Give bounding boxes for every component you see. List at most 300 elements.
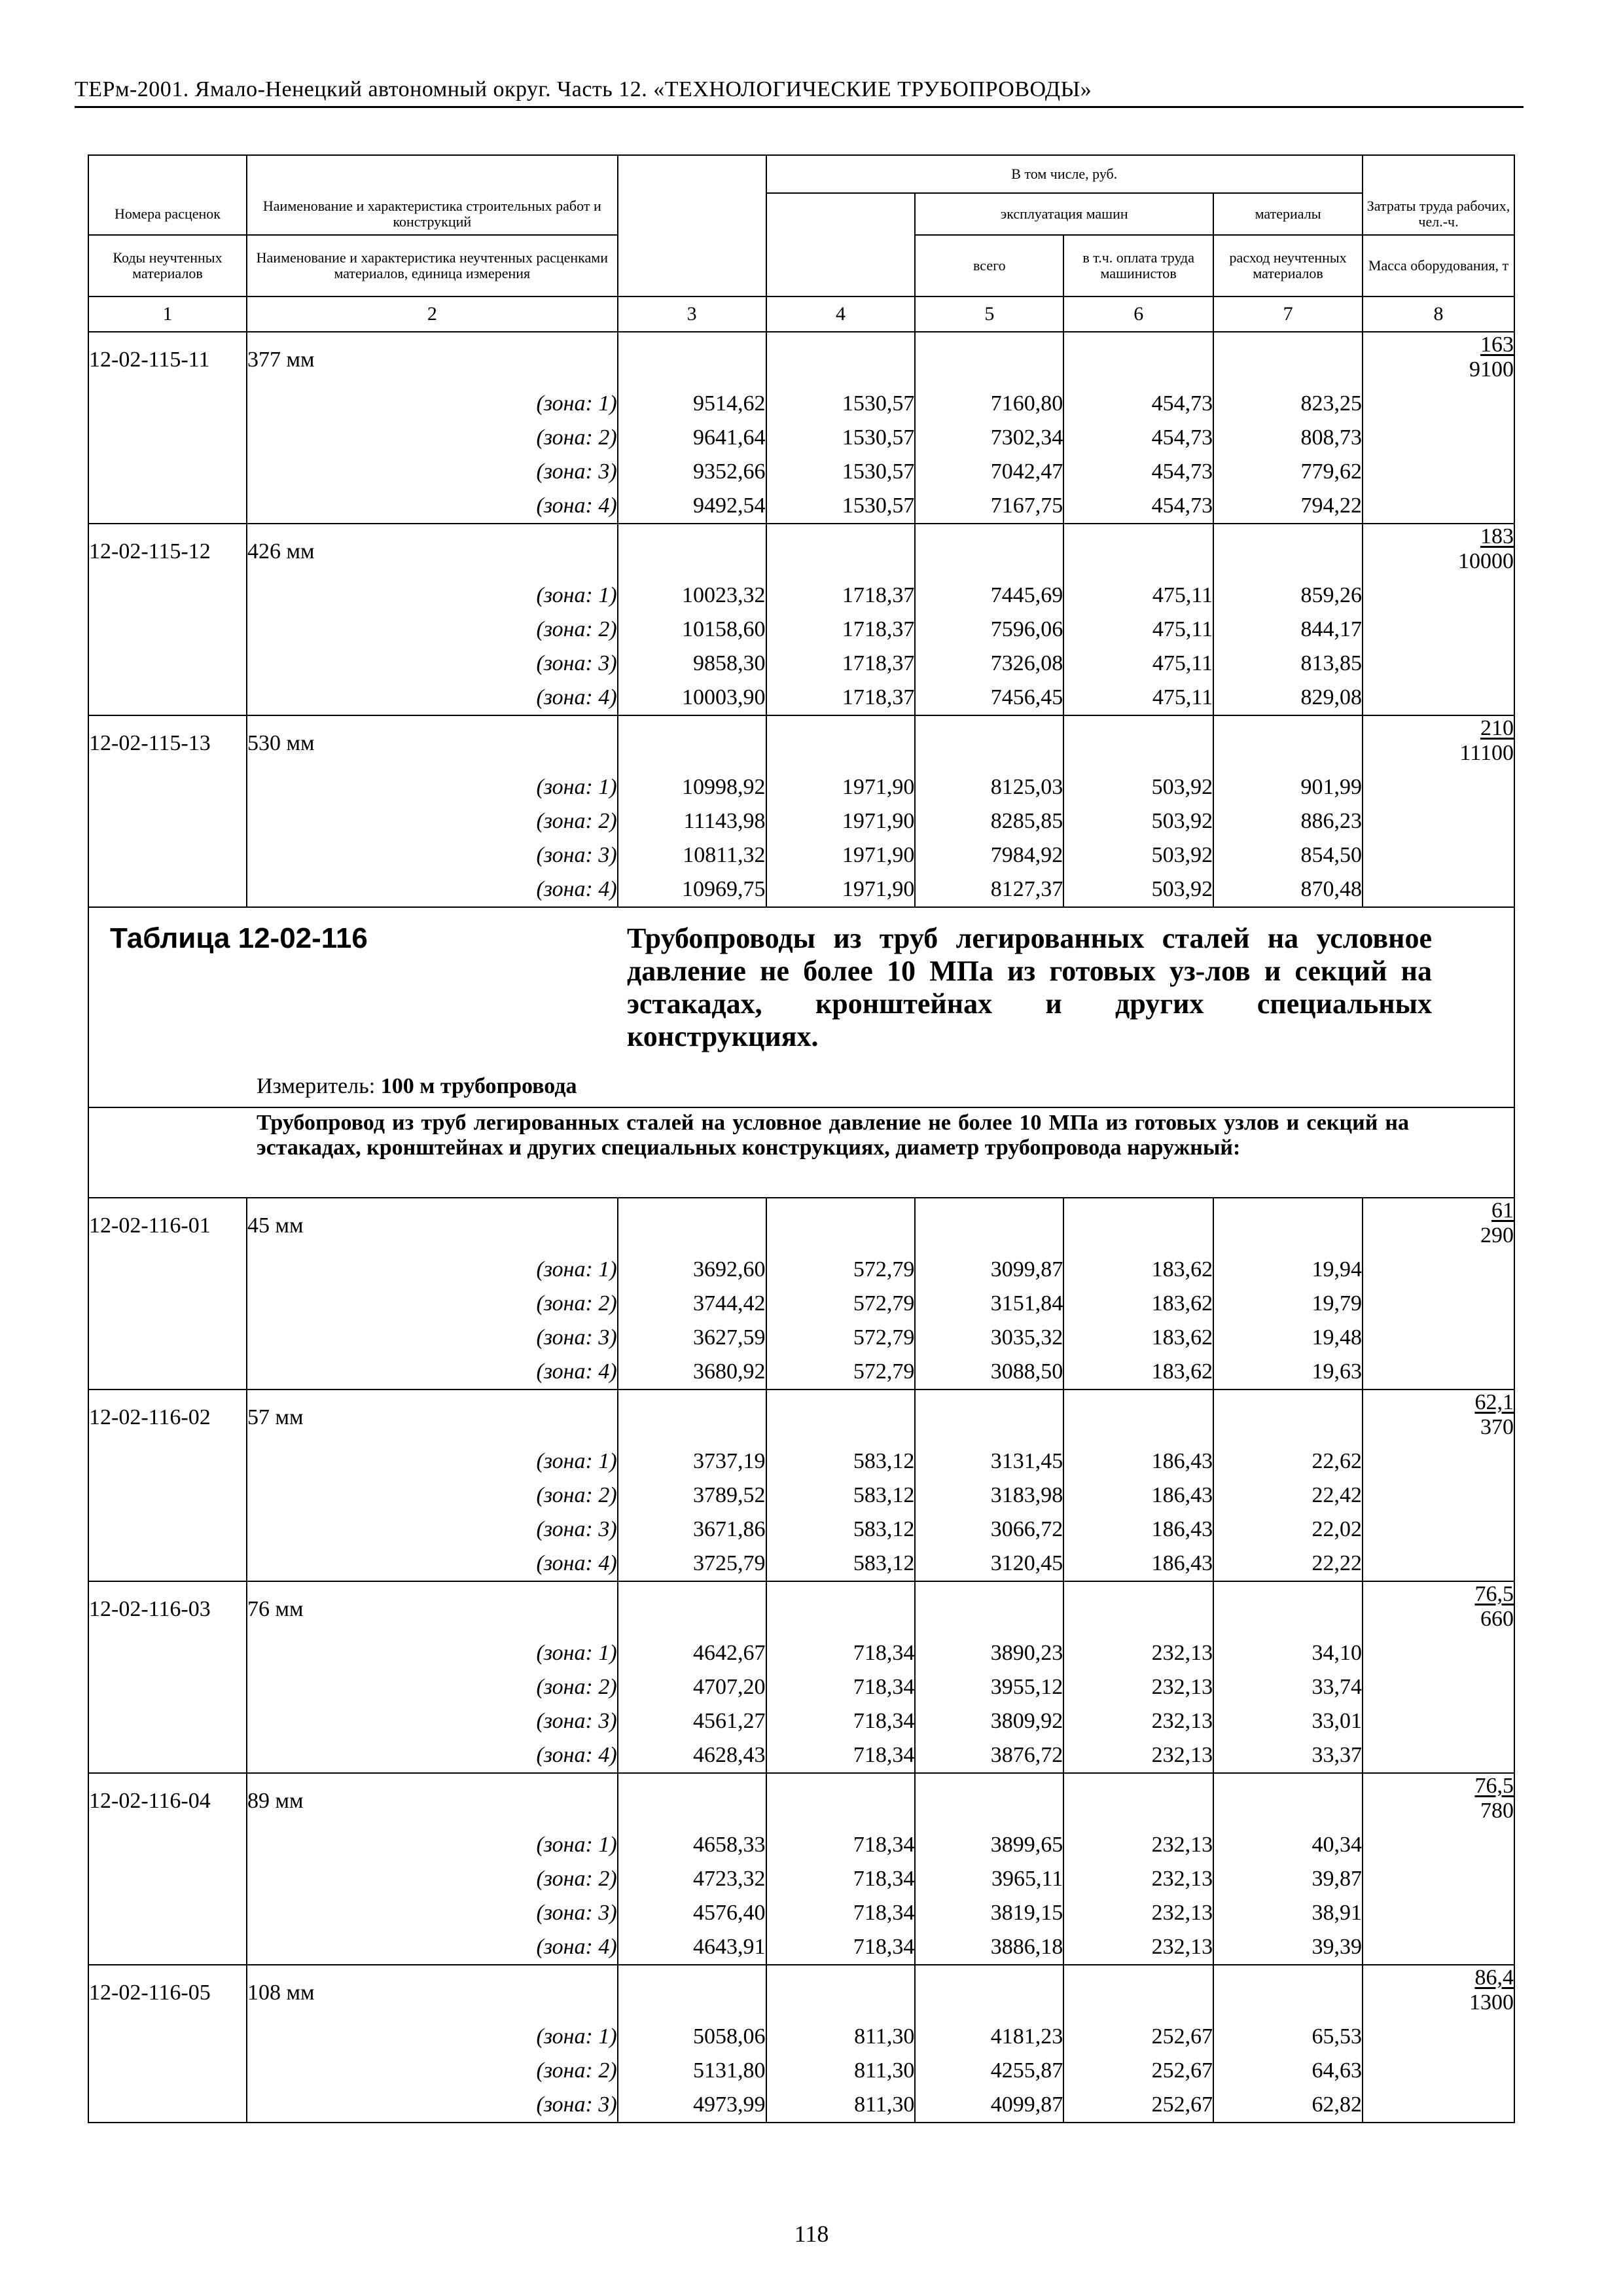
zone-value: 454,73	[1063, 421, 1213, 455]
zone-row	[88, 872, 1514, 907]
empty-cell	[88, 1704, 247, 1738]
zone-value: 718,34	[766, 1828, 916, 1862]
zone-value: 572,79	[766, 1321, 916, 1355]
table-title: Трубопроводы из труб легированных сталей на условное давление не более 10 МПа из готовых уз-лов и секций на эстакадах, кронштейнах и других специальных конструкциях.	[627, 922, 1432, 1052]
empty-cell	[766, 1198, 916, 1253]
column-number: 2	[247, 296, 618, 332]
rate-name: 426 мм	[247, 524, 618, 579]
empty-cell	[88, 1828, 247, 1862]
zone-label: (зона: 4)	[247, 1547, 618, 1581]
empty-cell	[766, 332, 916, 387]
zone-label: (зона: 1)	[247, 1636, 618, 1670]
labor-mass-fraction	[1363, 1198, 1514, 1390]
meter-value: 100 м трубопровода	[380, 1074, 577, 1098]
zone-value: 232,13	[1063, 1670, 1213, 1704]
table-number: Таблица 12-02-116	[110, 922, 368, 954]
zone-value: 718,34	[766, 1636, 916, 1670]
labor-mass-fraction	[1363, 1390, 1514, 1581]
zone-value: 3671,86	[618, 1513, 766, 1547]
empty-cell	[88, 770, 247, 804]
empty-cell	[766, 1773, 916, 1828]
zone-value: 10811,32	[618, 838, 766, 872]
labor-mass-fraction	[1363, 1965, 1514, 2123]
zone-value: 859,26	[1213, 579, 1363, 613]
zone-label: (зона: 2)	[247, 1479, 618, 1513]
rate-name: 377 мм	[247, 332, 618, 387]
zone-value: 232,13	[1063, 1896, 1213, 1930]
empty-cell	[618, 1773, 766, 1828]
zone-value: 1718,37	[766, 681, 916, 715]
zone-value: 7167,75	[915, 489, 1063, 524]
empty-cell	[88, 804, 247, 838]
rate-code: 12-02-115-13	[88, 715, 247, 770]
empty-cell	[88, 1636, 247, 1670]
fraction	[1458, 524, 1514, 574]
empty-cell	[1063, 1198, 1213, 1253]
zone-value: 4643,91	[618, 1930, 766, 1965]
mass-value: 370	[1480, 1415, 1514, 1439]
zone-value: 454,73	[1063, 455, 1213, 489]
zone-value: 454,73	[1063, 387, 1213, 421]
labor-mass-fraction	[1363, 1773, 1514, 1965]
zone-value: 5058,06	[618, 2020, 766, 2054]
zone-value: 232,13	[1063, 1704, 1213, 1738]
empty-cell	[1213, 1390, 1363, 1444]
zone-label: (зона: 3)	[247, 647, 618, 681]
rate-row	[88, 1965, 1514, 2020]
zone-value: 10998,92	[618, 770, 766, 804]
zone-value: 503,92	[1063, 804, 1213, 838]
zone-value: 813,85	[1213, 647, 1363, 681]
empty-cell	[915, 1390, 1063, 1444]
empty-cell	[88, 1738, 247, 1773]
zone-value: 794,22	[1213, 489, 1363, 524]
zone-value: 232,13	[1063, 1636, 1213, 1670]
zone-value: 4973,99	[618, 2088, 766, 2123]
zone-value: 1971,90	[766, 770, 916, 804]
zone-value: 475,11	[1063, 647, 1213, 681]
zone-row	[88, 1896, 1514, 1930]
empty-cell	[88, 1670, 247, 1704]
running-header: ТЕРм-2001. Ямало-Ненецкий автономный округ. Часть 12. «ТЕХНОЛОГИЧЕСКИЕ ТРУБОПРОВОДЫ»	[75, 77, 1092, 101]
rate-row	[88, 524, 1514, 579]
empty-cell	[915, 1581, 1063, 1636]
zone-value: 572,79	[766, 1253, 916, 1287]
zone-value: 3876,72	[915, 1738, 1063, 1773]
empty-cell	[88, 1253, 247, 1287]
zone-label: (зона: 1)	[247, 2020, 618, 2054]
zone-value: 7596,06	[915, 613, 1063, 647]
zone-row	[88, 838, 1514, 872]
empty-cell	[88, 838, 247, 872]
zone-value: 454,73	[1063, 489, 1213, 524]
zone-value: 10969,75	[618, 872, 766, 907]
empty-cell	[88, 387, 247, 421]
zone-label: (зона: 3)	[247, 455, 618, 489]
rate-row	[88, 1198, 1514, 1253]
zone-value: 5131,80	[618, 2054, 766, 2088]
empty-cell	[618, 1198, 766, 1253]
header-rule	[75, 106, 1524, 108]
zone-value: 7326,08	[915, 647, 1063, 681]
zone-label: (зона: 2)	[247, 421, 618, 455]
zone-label: (зона: 4)	[247, 489, 618, 524]
zone-row	[88, 1547, 1514, 1581]
zone-value: 1718,37	[766, 647, 916, 681]
zone-value: 3066,72	[915, 1513, 1063, 1547]
zone-row	[88, 2020, 1514, 2054]
zone-value: 4576,40	[618, 1896, 766, 1930]
table-header	[88, 155, 1514, 332]
zone-value: 3120,45	[915, 1547, 1063, 1581]
zone-value: 572,79	[766, 1287, 916, 1321]
subsection-row	[88, 1107, 1514, 1198]
zone-value: 232,13	[1063, 1828, 1213, 1862]
labor-mass-fraction	[1363, 524, 1514, 715]
empty-cell	[88, 579, 247, 613]
empty-cell	[88, 872, 247, 907]
zone-value: 183,62	[1063, 1253, 1213, 1287]
zone-value: 854,50	[1213, 838, 1363, 872]
zone-value: 823,25	[1213, 387, 1363, 421]
zone-label: (зона: 1)	[247, 770, 618, 804]
rate-code: 12-02-116-05	[88, 1965, 247, 2020]
zone-value: 232,13	[1063, 1930, 1213, 1965]
zone-value: 1718,37	[766, 613, 916, 647]
zone-value: 1971,90	[766, 872, 916, 907]
zone-label: (зона: 4)	[247, 1738, 618, 1773]
fraction	[1480, 1198, 1514, 1248]
zone-value: 572,79	[766, 1355, 916, 1390]
rate-name: 45 мм	[247, 1198, 618, 1253]
zone-value: 7042,47	[915, 455, 1063, 489]
zone-row	[88, 1670, 1514, 1704]
zone-value: 718,34	[766, 1862, 916, 1896]
zone-row	[88, 1930, 1514, 1965]
fraction	[1460, 716, 1514, 766]
zone-value: 7984,92	[915, 838, 1063, 872]
empty-cell	[88, 1479, 247, 1513]
zone-value: 503,92	[1063, 872, 1213, 907]
zone-value: 19,63	[1213, 1355, 1363, 1390]
zone-value: 252,67	[1063, 2054, 1213, 2088]
rate-row	[88, 1773, 1514, 1828]
empty-cell	[618, 1581, 766, 1636]
zone-value: 3886,18	[915, 1930, 1063, 1965]
section-12-02-115	[88, 332, 1514, 907]
zone-label: (зона: 4)	[247, 872, 618, 907]
fraction	[1475, 1582, 1514, 1632]
zone-value: 503,92	[1063, 838, 1213, 872]
empty-cell	[1213, 1581, 1363, 1636]
empty-cell	[88, 421, 247, 455]
zone-value: 4628,43	[618, 1738, 766, 1773]
zone-value: 22,62	[1213, 1444, 1363, 1479]
labor-mass-fraction	[1363, 1581, 1514, 1773]
zone-value: 33,01	[1213, 1704, 1363, 1738]
empty-cell	[766, 1965, 916, 2020]
empty-cell	[88, 1444, 247, 1479]
rate-row	[88, 1390, 1514, 1444]
zone-label: (зона: 2)	[247, 1862, 618, 1896]
zone-value: 4099,87	[915, 2088, 1063, 2123]
zone-value: 3737,19	[618, 1444, 766, 1479]
zone-label: (зона: 1)	[247, 1253, 618, 1287]
zone-value: 252,67	[1063, 2088, 1213, 2123]
zone-row	[88, 1636, 1514, 1670]
zone-label: (зона: 1)	[247, 579, 618, 613]
zone-value: 1530,57	[766, 387, 916, 421]
zone-row	[88, 1479, 1514, 1513]
zone-value: 3890,23	[915, 1636, 1063, 1670]
table-title-row	[88, 907, 1514, 1107]
zone-label: (зона: 1)	[247, 1828, 618, 1862]
empty-cell	[1063, 1965, 1213, 2020]
column-number: 1	[88, 296, 247, 332]
empty-cell	[618, 1965, 766, 2020]
mass-value: 660	[1480, 1607, 1514, 1631]
zone-value: 186,43	[1063, 1513, 1213, 1547]
rate-name: 76 мм	[247, 1581, 618, 1636]
rate-code: 12-02-115-11	[88, 332, 247, 387]
header-operators-pay: в т.ч. оплата труда машинистов	[1063, 235, 1213, 296]
fraction	[1469, 1965, 1514, 2015]
zone-row	[88, 1287, 1514, 1321]
zone-row	[88, 1321, 1514, 1355]
rate-name: 89 мм	[247, 1773, 618, 1828]
zone-value: 811,30	[766, 2054, 916, 2088]
mass-value: 1300	[1469, 1990, 1514, 2015]
zone-value: 870,48	[1213, 872, 1363, 907]
rate-name: 57 мм	[247, 1390, 618, 1444]
zone-label: (зона: 3)	[247, 1896, 618, 1930]
zone-value: 183,62	[1063, 1321, 1213, 1355]
rate-name: 108 мм	[247, 1965, 618, 2020]
zone-value: 3131,45	[915, 1444, 1063, 1479]
zone-value: 19,48	[1213, 1321, 1363, 1355]
zone-value: 183,62	[1063, 1355, 1213, 1390]
empty-cell	[915, 332, 1063, 387]
empty-cell	[1213, 332, 1363, 387]
empty-cell	[1213, 1198, 1363, 1253]
zone-label: (зона: 2)	[247, 1287, 618, 1321]
zone-label: (зона: 2)	[247, 1670, 618, 1704]
zone-label: (зона: 4)	[247, 681, 618, 715]
zone-value: 39,39	[1213, 1930, 1363, 1965]
column-number: 6	[1063, 296, 1213, 332]
zone-value: 718,34	[766, 1704, 916, 1738]
empty-cell	[88, 613, 247, 647]
zone-value: 22,22	[1213, 1547, 1363, 1581]
empty-cell	[1063, 1581, 1213, 1636]
zone-value: 22,02	[1213, 1513, 1363, 1547]
zone-value: 10003,90	[618, 681, 766, 715]
zone-value: 3725,79	[618, 1547, 766, 1581]
empty-cell	[766, 524, 916, 579]
zone-value: 583,12	[766, 1513, 916, 1547]
zone-label: (зона: 3)	[247, 1321, 618, 1355]
header-equipment-mass: Масса оборудования, т	[1363, 235, 1514, 296]
zone-value: 7160,80	[915, 387, 1063, 421]
zone-value: 475,11	[1063, 613, 1213, 647]
zone-value: 4181,23	[915, 2020, 1063, 2054]
header-labor: Затраты труда рабочих, чел.-ч.	[1363, 193, 1514, 235]
zone-value: 1718,37	[766, 579, 916, 613]
empty-cell	[1213, 1773, 1363, 1828]
zone-value: 7302,34	[915, 421, 1063, 455]
empty-cell	[88, 1896, 247, 1930]
empty-cell	[1063, 332, 1213, 387]
empty-cell	[618, 1390, 766, 1444]
rate-name: 530 мм	[247, 715, 618, 770]
empty-cell	[1213, 715, 1363, 770]
subsection-title: Трубопровод из труб легированных сталей на условное давление не более 10 МПа из готовых узлов и секций на эстакадах, кронштейнах и других специальных конструкциях, диаметр трубопровода наружный:	[257, 1111, 1409, 1160]
zone-label: (зона: 4)	[247, 1930, 618, 1965]
zone-value: 232,13	[1063, 1862, 1213, 1896]
zone-value: 183,62	[1063, 1287, 1213, 1321]
zone-value: 4561,27	[618, 1704, 766, 1738]
header-material-codes: Коды неучтенных материалов	[88, 235, 247, 296]
empty-cell	[618, 332, 766, 387]
labor-value: 76,5	[1474, 1774, 1514, 1798]
zone-value: 3744,42	[618, 1287, 766, 1321]
zone-value: 232,13	[1063, 1738, 1213, 1773]
zone-value: 583,12	[766, 1547, 916, 1581]
zone-row	[88, 421, 1514, 455]
section-12-02-116	[88, 1198, 1514, 2123]
zone-value: 4255,87	[915, 2054, 1063, 2088]
price-table	[88, 154, 1515, 2123]
zone-value: 34,10	[1213, 1636, 1363, 1670]
labor-value: 163	[1480, 332, 1514, 357]
rate-code: 12-02-116-03	[88, 1581, 247, 1636]
zone-value: 3809,92	[915, 1704, 1063, 1738]
zone-row	[88, 1738, 1514, 1773]
zone-value: 8125,03	[915, 770, 1063, 804]
empty-cell	[88, 489, 247, 524]
zone-value: 829,08	[1213, 681, 1363, 715]
empty-cell	[766, 715, 916, 770]
zone-value: 583,12	[766, 1479, 916, 1513]
zone-value: 475,11	[1063, 681, 1213, 715]
zone-value: 3099,87	[915, 1253, 1063, 1287]
zone-value: 779,62	[1213, 455, 1363, 489]
labor-value: 210	[1480, 716, 1514, 740]
zone-row	[88, 1513, 1514, 1547]
zone-value: 4723,32	[618, 1862, 766, 1896]
empty-cell	[915, 1773, 1063, 1828]
zone-value: 62,82	[1213, 2088, 1363, 2123]
zone-value: 8285,85	[915, 804, 1063, 838]
column-number: 7	[1213, 296, 1363, 332]
zone-value: 3965,11	[915, 1862, 1063, 1896]
zone-value: 3789,52	[618, 1479, 766, 1513]
zone-value: 901,99	[1213, 770, 1363, 804]
zone-value: 33,74	[1213, 1670, 1363, 1704]
zone-row	[88, 1444, 1514, 1479]
zone-row	[88, 681, 1514, 715]
zone-row	[88, 1828, 1514, 1862]
labor-value: 61	[1491, 1198, 1514, 1223]
empty-cell	[88, 455, 247, 489]
zone-value: 40,34	[1213, 1828, 1363, 1862]
zone-value: 186,43	[1063, 1444, 1213, 1479]
zone-row	[88, 1704, 1514, 1738]
zone-value: 886,23	[1213, 804, 1363, 838]
column-number: 3	[618, 296, 766, 332]
labor-value: 62,1	[1474, 1390, 1514, 1414]
zone-value: 475,11	[1063, 579, 1213, 613]
zone-value: 718,34	[766, 1930, 916, 1965]
empty-cell	[88, 647, 247, 681]
zone-value: 9858,30	[618, 647, 766, 681]
zone-value: 10023,32	[618, 579, 766, 613]
zone-value: 9352,66	[618, 455, 766, 489]
page-number: 118	[794, 2221, 829, 2247]
empty-cell	[88, 2054, 247, 2088]
empty-cell	[915, 715, 1063, 770]
column-numbers-row	[88, 296, 1514, 332]
zone-value: 22,42	[1213, 1479, 1363, 1513]
zone-label: (зона: 3)	[247, 1704, 618, 1738]
empty-cell	[88, 1862, 247, 1896]
header-total: всего	[915, 235, 1063, 296]
zone-value: 3183,98	[915, 1479, 1063, 1513]
empty-cell	[88, 2088, 247, 2123]
zone-value: 3692,60	[618, 1253, 766, 1287]
column-number: 5	[915, 296, 1063, 332]
zone-value: 9641,64	[618, 421, 766, 455]
zone-label: (зона: 3)	[247, 2088, 618, 2123]
zone-label: (зона: 4)	[247, 1355, 618, 1390]
header-materials: материалы	[1213, 193, 1363, 235]
zone-value: 503,92	[1063, 770, 1213, 804]
zone-value: 65,53	[1213, 2020, 1363, 2054]
zone-value: 19,79	[1213, 1287, 1363, 1321]
empty-cell	[1063, 524, 1213, 579]
meter-label: Измеритель:	[257, 1074, 376, 1098]
zone-value: 4658,33	[618, 1828, 766, 1862]
header-work-name: Наименование и характеристика строительных работ и конструкций	[247, 193, 618, 235]
empty-cell	[1213, 524, 1363, 579]
zone-value: 1971,90	[766, 804, 916, 838]
rate-code: 12-02-115-12	[88, 524, 247, 579]
zone-value: 3899,65	[915, 1828, 1063, 1862]
zone-value: 3088,50	[915, 1355, 1063, 1390]
empty-cell	[766, 1390, 916, 1444]
column-number: 8	[1363, 296, 1514, 332]
zone-value: 19,94	[1213, 1253, 1363, 1287]
zone-value: 186,43	[1063, 1547, 1213, 1581]
zone-value: 811,30	[766, 2020, 916, 2054]
empty-cell	[1063, 1390, 1213, 1444]
unit-of-measure	[257, 1074, 577, 1099]
zone-value: 583,12	[766, 1444, 916, 1479]
empty-cell	[915, 1198, 1063, 1253]
empty-cell	[88, 1547, 247, 1581]
empty-cell	[618, 715, 766, 770]
zone-value: 844,17	[1213, 613, 1363, 647]
empty-cell	[88, 1287, 247, 1321]
zone-value: 3680,92	[618, 1355, 766, 1390]
zone-value: 3819,15	[915, 1896, 1063, 1930]
zone-value: 8127,37	[915, 872, 1063, 907]
zone-row	[88, 613, 1514, 647]
labor-value: 76,5	[1474, 1582, 1514, 1606]
header-including: В том числе, руб.	[766, 155, 1363, 193]
rate-code: 12-02-116-01	[88, 1198, 247, 1253]
empty-cell	[766, 1581, 916, 1636]
